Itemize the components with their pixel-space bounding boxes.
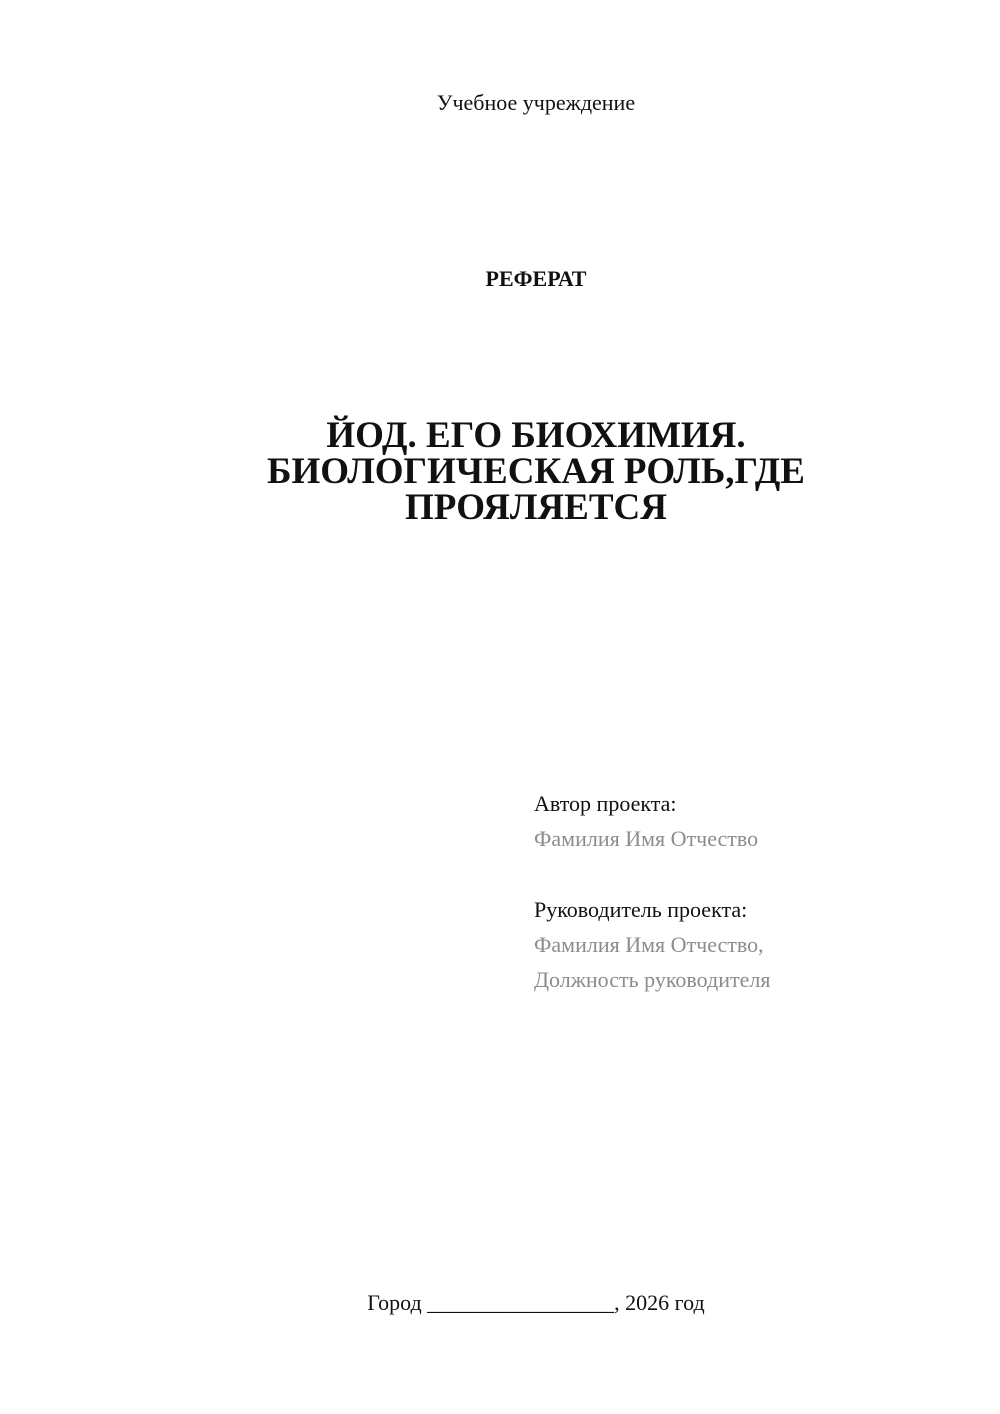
- city-year-line: Город _________________, 2026 год: [367, 1290, 705, 1315]
- document-type: РЕФЕРАТ: [485, 266, 587, 291]
- author-name-placeholder: Фамилия Имя Отчество: [534, 826, 759, 851]
- project-info: [534, 786, 974, 997]
- institution-name: Учебное учреждение: [436, 90, 636, 115]
- title-line-3: ПРОЯЛЯЕТСЯ: [405, 487, 667, 528]
- supervisor-position-placeholder: Должность руководителя: [534, 967, 771, 992]
- author-label: Автор проекта:: [534, 791, 677, 816]
- supervisor-label: Руководитель проекта:: [534, 897, 748, 922]
- document-title: [150, 415, 922, 528]
- info-spacer: [534, 856, 974, 892]
- supervisor-name-placeholder: Фамилия Имя Отчество,: [534, 932, 764, 957]
- title-line-2: БИОЛОГИЧЕСКАЯ РОЛЬ,ГДЕ: [267, 451, 805, 492]
- title-line-1: ЙОД. ЕГО БИОХИМИЯ.: [326, 415, 746, 456]
